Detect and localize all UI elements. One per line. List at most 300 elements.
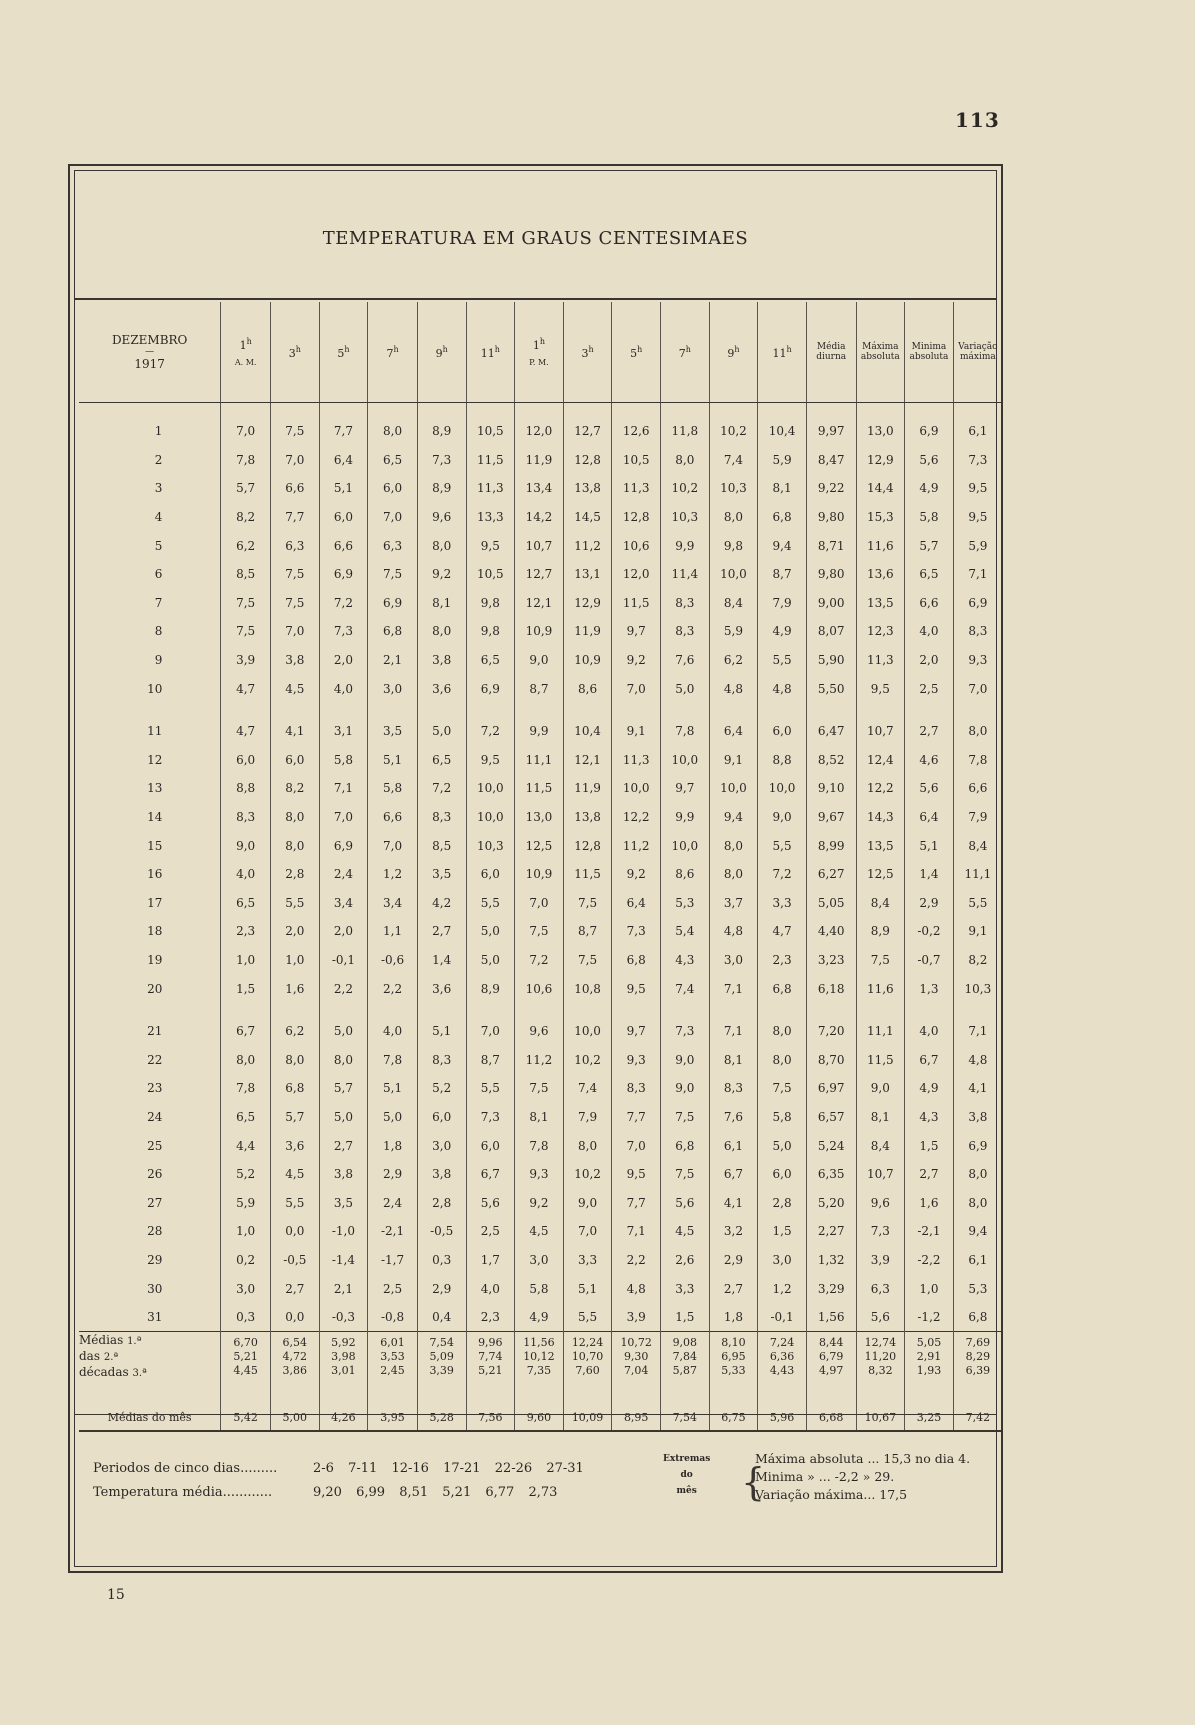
value-cell: 2,2 — [319, 974, 368, 1003]
day-cell: 22 — [147, 1052, 163, 1067]
period-range: 7-11 — [348, 1461, 378, 1476]
value-cell: 7,5 — [270, 560, 319, 589]
value-cell: 5,9 — [953, 531, 1002, 560]
decade-mean-cell — [368, 1332, 418, 1383]
value-cell: 1,3 — [905, 974, 954, 1003]
title-divider — [75, 298, 996, 300]
table-row — [79, 917, 1002, 946]
hour-label: 1 — [239, 339, 247, 352]
value-cell: 8,0 — [270, 803, 319, 832]
value-cell: 7,7 — [612, 1103, 661, 1132]
value-cell: 6,4 — [905, 803, 954, 832]
decades-word: Médias — [79, 1333, 124, 1348]
periods-values — [313, 1461, 584, 1476]
decade-mean-value: 6,39 — [965, 1364, 991, 1378]
value-cell: 15,3 — [856, 503, 905, 532]
table-row — [79, 946, 1002, 975]
value-cell: 3,0 — [515, 1246, 564, 1275]
pm-label: P. M. — [529, 358, 549, 367]
value-cell: 7,8 — [221, 446, 271, 475]
value-cell: 7,5 — [515, 917, 564, 946]
table-row — [79, 1246, 1002, 1275]
value-cell: 7,1 — [709, 1003, 758, 1046]
value-cell: 1,6 — [270, 974, 319, 1003]
value-cell: 6,6 — [905, 589, 954, 618]
value-cell: 7,2 — [417, 774, 466, 803]
table-row — [79, 531, 1002, 560]
decade-mean-cell — [319, 1332, 368, 1383]
decade-mean-value: 5,21 — [233, 1350, 258, 1364]
value-cell: 11,3 — [466, 474, 515, 503]
value-cell: 4,1 — [270, 703, 319, 746]
value-cell: 7,8 — [661, 703, 710, 746]
value-cell: 12,0 — [612, 560, 661, 589]
value-cell: 4,8 — [709, 674, 758, 703]
month-mean-value: 4,26 — [319, 1382, 368, 1431]
value-cell: 6,4 — [612, 889, 661, 918]
value-cell: 10,3 — [953, 974, 1002, 1003]
value-cell: 4,8 — [758, 674, 807, 703]
hour-suffix: h — [295, 344, 301, 354]
value-cell: 3,8 — [417, 1160, 466, 1189]
value-cell: 2,1 — [319, 1274, 368, 1303]
value-cell: 9,97 — [806, 403, 856, 446]
value-cell: 5,1 — [368, 746, 418, 775]
period-range: 27-31 — [546, 1461, 584, 1476]
footer-divider — [75, 1414, 996, 1415]
decade-mean-value: 5,87 — [672, 1364, 698, 1378]
value-cell: 4,2 — [417, 889, 466, 918]
decade-ordinal: 2.ª — [103, 1352, 119, 1364]
value-cell: 7,5 — [661, 1160, 710, 1189]
month-mean-value: 3,95 — [368, 1382, 418, 1431]
month-mean-value: 6,75 — [709, 1382, 758, 1431]
decade-mean-value: 3,01 — [331, 1364, 356, 1378]
value-cell: 2,5 — [905, 674, 954, 703]
hour-suffix: h — [344, 344, 350, 354]
value-cell: 6,1 — [709, 1131, 758, 1160]
value-cell: 3,2 — [709, 1217, 758, 1246]
stat-header-1 — [806, 302, 856, 403]
value-cell: 1,0 — [270, 946, 319, 975]
value-cell: 5,8 — [368, 774, 418, 803]
value-cell: 5,3 — [661, 889, 710, 918]
value-cell: 8,0 — [563, 1131, 612, 1160]
value-cell: 6,1 — [953, 1246, 1002, 1275]
decade-mean-value: 10,12 — [523, 1350, 555, 1364]
value-cell: -0,8 — [368, 1303, 418, 1332]
value-cell: 7,5 — [661, 1103, 710, 1132]
table-row — [79, 746, 1002, 775]
value-cell: 3,4 — [319, 889, 368, 918]
value-cell: 13,5 — [856, 831, 905, 860]
periods-label: Periodos de cinco dias......... — [93, 1461, 278, 1476]
value-cell: 3,0 — [709, 946, 758, 975]
value-cell: 9,10 — [806, 774, 856, 803]
value-cell: 2,7 — [709, 1274, 758, 1303]
value-cell: 4,5 — [270, 1160, 319, 1189]
table-row — [79, 1160, 1002, 1189]
value-cell: 2,2 — [368, 974, 418, 1003]
value-cell: 2,0 — [319, 646, 368, 675]
value-cell: 4,3 — [661, 946, 710, 975]
value-cell: 4,5 — [661, 1217, 710, 1246]
table-row — [79, 1188, 1002, 1217]
value-cell: 11,5 — [856, 1045, 905, 1074]
value-cell: 6,6 — [270, 474, 319, 503]
value-cell: 12,5 — [515, 831, 564, 860]
table-body — [79, 403, 1002, 1432]
decade-mean-value: 7,24 — [769, 1336, 795, 1350]
value-cell: 10,3 — [661, 503, 710, 532]
hour-header-1 — [221, 302, 271, 403]
table-row — [79, 1074, 1002, 1103]
decade-mean-cell — [612, 1332, 661, 1383]
value-cell: 1,56 — [806, 1303, 856, 1332]
value-cell: 11,4 — [661, 560, 710, 589]
value-cell: 8,3 — [417, 1045, 466, 1074]
value-cell: 5,0 — [466, 946, 515, 975]
value-cell: 3,5 — [319, 1188, 368, 1217]
stat-header-line: máxima — [960, 352, 996, 362]
value-cell: 5,7 — [221, 474, 271, 503]
decade-mean-cell — [515, 1332, 564, 1383]
value-cell: 6,6 — [319, 531, 368, 560]
value-cell: 9,7 — [661, 774, 710, 803]
value-cell: 9,5 — [466, 746, 515, 775]
decade-mean-value: 4,97 — [818, 1364, 844, 1378]
value-cell: 7,3 — [466, 1103, 515, 1132]
value-cell: 3,6 — [417, 974, 466, 1003]
value-cell: 6,8 — [270, 1074, 319, 1103]
value-cell: 8,0 — [417, 617, 466, 646]
value-cell: -0,3 — [319, 1303, 368, 1332]
value-cell: 11,1 — [953, 860, 1002, 889]
table-frame-inner — [74, 170, 997, 1567]
stat-header-line: Minima — [911, 342, 947, 352]
value-cell: -1,2 — [905, 1303, 954, 1332]
value-cell: 7,3 — [319, 617, 368, 646]
period-temperature: 9,20 — [313, 1485, 342, 1500]
period-temperature: 5,21 — [442, 1485, 472, 1500]
hour-label: 11 — [480, 346, 495, 360]
value-cell: 7,0 — [953, 674, 1002, 703]
value-cell: 6,9 — [905, 403, 954, 446]
value-cell: 12,9 — [856, 446, 905, 475]
value-cell: 9,8 — [466, 589, 515, 618]
value-cell: 5,5 — [563, 1303, 612, 1332]
value-cell: 10,4 — [758, 403, 807, 446]
value-cell: 7,9 — [953, 803, 1002, 832]
value-cell: 1,0 — [221, 946, 271, 975]
value-cell: -0,5 — [417, 1217, 466, 1246]
day-cell: 3 — [154, 481, 163, 496]
value-cell: 7,0 — [221, 403, 271, 446]
value-cell: 4,5 — [515, 1217, 564, 1246]
table-row — [79, 474, 1002, 503]
value-cell: 11,5 — [515, 774, 564, 803]
value-cell: 1,8 — [709, 1303, 758, 1332]
value-cell: 8,1 — [758, 474, 807, 503]
value-cell: 4,0 — [221, 860, 271, 889]
value-cell: 6,8 — [758, 503, 807, 532]
value-cell: 1,6 — [905, 1188, 954, 1217]
value-cell: 11,2 — [612, 831, 661, 860]
decade-mean-value: 2,45 — [380, 1364, 405, 1378]
table-row — [79, 646, 1002, 675]
value-cell: 8,4 — [709, 589, 758, 618]
period-temperature: 2,73 — [528, 1485, 558, 1500]
hour-header-12 — [758, 302, 807, 403]
extreme-max: Máxima absoluta ... 15,3 no dia 4. — [755, 1451, 971, 1466]
value-cell: 0,3 — [221, 1303, 271, 1332]
value-cell: 2,9 — [905, 889, 954, 918]
value-cell: 4,7 — [221, 703, 271, 746]
table-row — [79, 674, 1002, 703]
value-cell: 7,2 — [466, 703, 515, 746]
month-mean-value: 7,56 — [466, 1382, 515, 1431]
value-cell: 8,5 — [221, 560, 271, 589]
value-cell: 3,3 — [758, 889, 807, 918]
value-cell: 6,6 — [368, 803, 418, 832]
value-cell: 13,8 — [563, 803, 612, 832]
value-cell: 9,0 — [563, 1188, 612, 1217]
day-cell: 6 — [154, 567, 163, 582]
value-cell: 6,2 — [709, 646, 758, 675]
value-cell: 5,0 — [758, 1131, 807, 1160]
value-cell: 7,5 — [563, 946, 612, 975]
value-cell: 1,0 — [905, 1274, 954, 1303]
value-cell: 7,2 — [515, 946, 564, 975]
value-cell: 6,3 — [368, 531, 418, 560]
decade-mean-value: 5,09 — [429, 1350, 454, 1364]
day-cell: 20 — [147, 981, 163, 996]
value-cell: 12,6 — [612, 403, 661, 446]
month-dash: — — [145, 347, 155, 357]
value-cell: 2,4 — [319, 860, 368, 889]
value-cell: 6,7 — [709, 1160, 758, 1189]
decade-mean-value: 5,05 — [916, 1336, 942, 1350]
value-cell: 5,4 — [661, 917, 710, 946]
month-mean-value: 7,42 — [953, 1382, 1002, 1431]
value-cell: 9,22 — [806, 474, 856, 503]
value-cell: 7,0 — [270, 617, 319, 646]
month-mean-value: 7,54 — [661, 1382, 710, 1431]
value-cell: 11,9 — [563, 774, 612, 803]
value-cell: 10,2 — [563, 1045, 612, 1074]
value-cell: 9,9 — [515, 703, 564, 746]
value-cell: 9,5 — [612, 974, 661, 1003]
value-cell: 6,5 — [221, 1103, 271, 1132]
decade-mean-cell — [709, 1332, 758, 1383]
value-cell: 8,0 — [758, 1045, 807, 1074]
value-cell: 7,7 — [270, 503, 319, 532]
value-cell: 9,5 — [612, 1160, 661, 1189]
value-cell: 2,8 — [270, 860, 319, 889]
value-cell: 8,3 — [661, 617, 710, 646]
value-cell: 7,0 — [319, 803, 368, 832]
value-cell: 10,2 — [709, 403, 758, 446]
value-cell: 6,5 — [466, 646, 515, 675]
value-cell: 12,0 — [515, 403, 564, 446]
table-frame — [68, 164, 1003, 1573]
month-mean-value: 10,67 — [856, 1382, 905, 1431]
value-cell: 7,5 — [515, 1074, 564, 1103]
value-cell: 1,4 — [417, 946, 466, 975]
value-cell: 10,5 — [466, 560, 515, 589]
value-cell: 6,7 — [466, 1160, 515, 1189]
value-cell: 5,2 — [417, 1074, 466, 1103]
value-cell: 8,0 — [953, 1160, 1002, 1189]
am-label: A. M. — [234, 358, 257, 367]
value-cell: 2,5 — [466, 1217, 515, 1246]
value-cell: 7,1 — [953, 1003, 1002, 1046]
decade-mean-value: 7,60 — [575, 1364, 600, 1378]
value-cell: 9,6 — [856, 1188, 905, 1217]
value-cell: 0,3 — [417, 1246, 466, 1275]
value-cell: 5,8 — [758, 1103, 807, 1132]
value-cell: 5,5 — [466, 1074, 515, 1103]
value-cell: 4,6 — [905, 746, 954, 775]
value-cell: 3,5 — [368, 703, 418, 746]
day-cell: 12 — [147, 752, 163, 767]
value-cell: 9,3 — [953, 646, 1002, 675]
value-cell: 1,32 — [806, 1246, 856, 1275]
decade-mean-cell — [856, 1332, 905, 1383]
value-cell: 5,6 — [905, 774, 954, 803]
day-cell: 16 — [147, 867, 163, 882]
value-cell: 8,0 — [709, 831, 758, 860]
value-cell: 8,47 — [806, 446, 856, 475]
value-cell: 7,1 — [319, 774, 368, 803]
value-cell: 6,3 — [856, 1274, 905, 1303]
value-cell: 4,5 — [270, 674, 319, 703]
value-cell: -2,1 — [368, 1217, 418, 1246]
hour-suffix: h — [442, 344, 448, 354]
value-cell: 1,1 — [368, 917, 418, 946]
value-cell: 10,9 — [515, 860, 564, 889]
table-row — [79, 889, 1002, 918]
value-cell: 3,4 — [368, 889, 418, 918]
value-cell: 7,8 — [953, 746, 1002, 775]
day-cell: 30 — [147, 1281, 163, 1296]
month-mean-value: 9,60 — [515, 1382, 564, 1431]
value-cell: 8,0 — [221, 1045, 271, 1074]
temperature-mean-label: Temperatura média............ — [93, 1485, 273, 1500]
value-cell: 3,9 — [612, 1303, 661, 1332]
hour-header-6 — [466, 302, 515, 403]
decade-mean-value: 8,44 — [818, 1336, 844, 1350]
period-range: 2-6 — [313, 1461, 334, 1476]
value-cell: 8,0 — [319, 1045, 368, 1074]
value-cell: 10,3 — [709, 474, 758, 503]
value-cell: 10,7 — [856, 703, 905, 746]
value-cell: 13,0 — [856, 403, 905, 446]
value-cell: 4,8 — [709, 917, 758, 946]
month-header — [79, 302, 221, 403]
decade-mean-value: 9,96 — [478, 1336, 503, 1350]
value-cell: 12,2 — [612, 803, 661, 832]
value-cell: 10,0 — [466, 774, 515, 803]
value-cell: 10,0 — [563, 1003, 612, 1046]
value-cell: 6,1 — [953, 403, 1002, 446]
value-cell: 7,3 — [417, 446, 466, 475]
value-cell: 10,2 — [661, 474, 710, 503]
hour-label: 9 — [727, 346, 735, 360]
table-row — [79, 703, 1002, 746]
value-cell: 5,6 — [856, 1303, 905, 1332]
value-cell: 9,0 — [661, 1074, 710, 1103]
value-cell: 9,6 — [417, 503, 466, 532]
value-cell: 7,1 — [709, 974, 758, 1003]
value-cell: 7,0 — [368, 503, 418, 532]
value-cell: 10,4 — [563, 703, 612, 746]
value-cell: 9,2 — [612, 646, 661, 675]
value-cell: 9,00 — [806, 589, 856, 618]
value-cell: 4,7 — [221, 674, 271, 703]
value-cell: 5,5 — [953, 889, 1002, 918]
value-cell: 9,3 — [612, 1045, 661, 1074]
value-cell: 6,2 — [270, 1003, 319, 1046]
value-cell: 11,6 — [856, 974, 905, 1003]
value-cell: 7,8 — [368, 1045, 418, 1074]
value-cell: 10,9 — [515, 617, 564, 646]
decade-mean-value: 6,95 — [721, 1350, 746, 1364]
value-cell: 7,5 — [758, 1074, 807, 1103]
value-cell: 4,8 — [612, 1274, 661, 1303]
value-cell: 3,8 — [270, 646, 319, 675]
value-cell: 8,7 — [466, 1045, 515, 1074]
hour-header-11 — [709, 302, 758, 403]
month-mean-value: 5,28 — [417, 1382, 466, 1431]
hour-label: 5 — [630, 346, 638, 360]
value-cell: 11,9 — [563, 617, 612, 646]
stat-header-line: absoluta — [909, 352, 949, 362]
decade-mean-value: 7,04 — [623, 1364, 649, 1378]
value-cell: 8,2 — [221, 503, 271, 532]
value-cell: 5,1 — [417, 1003, 466, 1046]
value-cell: 6,9 — [319, 560, 368, 589]
value-cell: 6,0 — [417, 1103, 466, 1132]
value-cell: 10,0 — [758, 774, 807, 803]
value-cell: 8,0 — [953, 1188, 1002, 1217]
value-cell: 7,5 — [270, 403, 319, 446]
value-cell: 8,2 — [953, 946, 1002, 975]
value-cell: 8,9 — [417, 403, 466, 446]
decades-label-line — [79, 1333, 220, 1349]
value-cell: 7,5 — [563, 889, 612, 918]
value-cell: 7,3 — [856, 1217, 905, 1246]
month-label: DEZEMBRO — [111, 333, 188, 347]
value-cell: 2,7 — [319, 1131, 368, 1160]
value-cell: 7,4 — [709, 446, 758, 475]
value-cell: 11,1 — [515, 746, 564, 775]
value-cell: 8,07 — [806, 617, 856, 646]
value-cell: 9,80 — [806, 560, 856, 589]
value-cell: 6,5 — [221, 889, 271, 918]
value-cell: 0,0 — [270, 1303, 319, 1332]
value-cell: 8,0 — [270, 1045, 319, 1074]
day-cell: 4 — [154, 510, 163, 525]
value-cell: 12,7 — [563, 403, 612, 446]
value-cell: -0,7 — [905, 946, 954, 975]
value-cell: 10,9 — [563, 646, 612, 675]
value-cell: 10,8 — [563, 974, 612, 1003]
value-cell: 5,1 — [905, 831, 954, 860]
value-cell: 13,1 — [563, 560, 612, 589]
value-cell: -0,5 — [270, 1246, 319, 1275]
value-cell: 2,9 — [417, 1274, 466, 1303]
